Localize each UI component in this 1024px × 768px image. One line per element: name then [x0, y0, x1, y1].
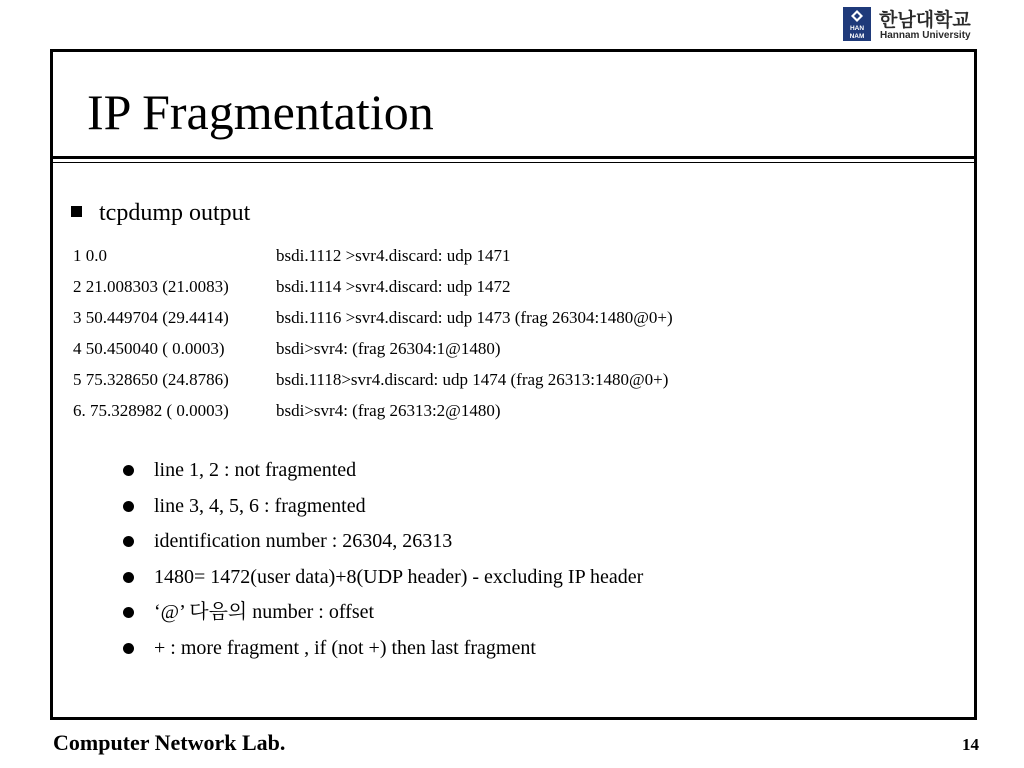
bullet-dot-icon [123, 501, 134, 512]
footer-lab-name: Computer Network Lab. [53, 730, 286, 755]
university-logo [843, 7, 983, 43]
bullet-dot-icon [123, 572, 134, 583]
hannam-emblem-icon [843, 7, 871, 41]
note-text: line 1, 2 : not fragmented [154, 459, 357, 481]
svg-text:HAN: HAN [849, 25, 865, 32]
logo-korean-name: 한남대학교 [879, 9, 971, 31]
section-heading [71, 201, 250, 225]
log-time: 2 21.008303 (21.0083) [73, 277, 229, 296]
logo-english-name: Hannam University [880, 30, 971, 41]
log-time: 6. 75.328982 ( 0.0003) [73, 401, 229, 420]
note-text: line 3, 4, 5, 6 : fragmented [154, 494, 366, 517]
svg-text:NAM: NAM [849, 33, 865, 40]
title-divider-thin [53, 162, 974, 163]
log-time: 5 75.328650 (24.8786) [73, 370, 229, 389]
slide-frame [50, 49, 977, 720]
page-number: 14 [962, 735, 979, 754]
note-text: + : more fragment , if (not +) then last fragment [154, 636, 536, 659]
note-text: identification number : 26304, 26313 [154, 530, 453, 552]
log-packet: bsdi.1114 >svr4.discard: udp 1472 [276, 277, 511, 296]
log-packet: bsdi.1118>svr4.discard: udp 1474 (frag 26313:1480@0+) [276, 370, 669, 389]
log-packet: bsdi.1112 >svr4.discard: udp 1471 [276, 246, 511, 265]
log-time: 1 0.0 [73, 246, 107, 265]
note-text: ‘@’ 다음의 number : offset [154, 601, 375, 623]
log-packet: bsdi>svr4: (frag 26304:1@1480) [276, 339, 501, 358]
section-heading-text: tcpdump output [99, 200, 251, 226]
note-text: 1480= 1472(user data)+8(UDP header) - excluding IP header [154, 565, 644, 588]
slide-title: IP Fragmentation [87, 84, 434, 140]
bullet-dot-icon [123, 643, 134, 654]
log-packet: bsdi.1116 >svr4.discard: udp 1473 (frag 26304:1480@0+) [276, 308, 673, 327]
bullet-dot-icon [123, 607, 134, 618]
log-packet: bsdi>svr4: (frag 26313:2@1480) [276, 401, 501, 420]
bullet-dot-icon [123, 536, 134, 547]
square-bullet-icon [71, 206, 82, 217]
log-time: 3 50.449704 (29.4414) [73, 308, 229, 327]
bullet-dot-icon [123, 465, 134, 476]
title-divider-thick [53, 156, 974, 159]
log-time: 4 50.450040 ( 0.0003) [73, 339, 225, 358]
